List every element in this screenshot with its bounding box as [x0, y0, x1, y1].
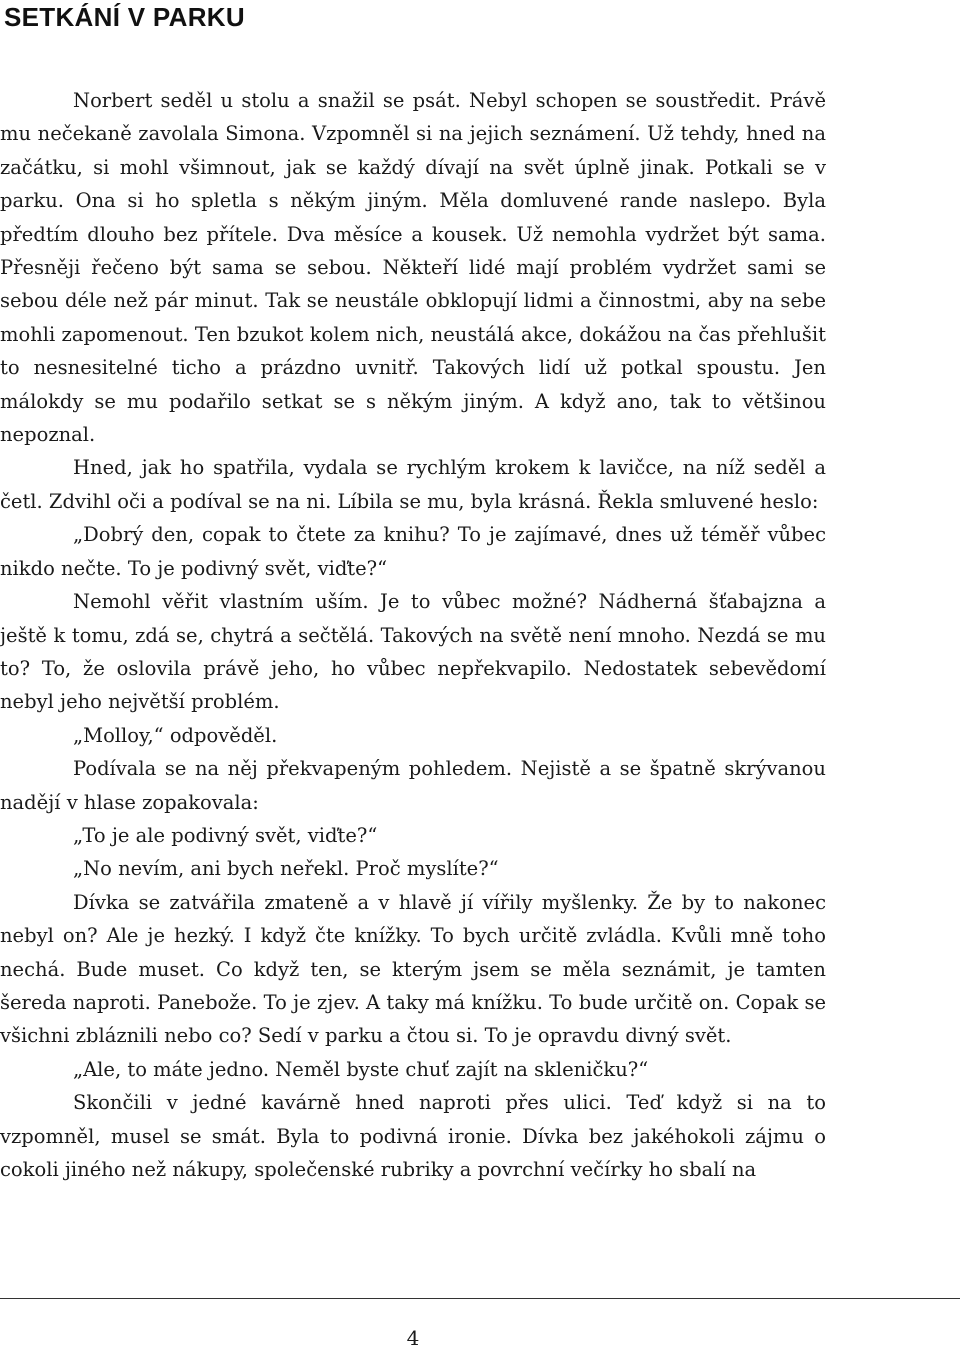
paragraph: Podívala se na něj překvapeným pohledem. Nejistě a se špatně skrývanou nadějí v hlase zopakovala: [0, 757, 826, 814]
paragraph: „Molloy,“ odpověděl. [73, 723, 278, 747]
paragraph: „Dobrý den, copak to čtete za knihu? To je zajímavé, dnes už téměř vůbec nikdo nečte. To je podivný svět, viďte?“ [0, 523, 826, 580]
paragraph: „Ale, to máte jedno. Neměl byste chuť zajít na skleničku?“ [73, 1057, 649, 1081]
chapter-title: SETKÁNÍ V PARKU [4, 2, 245, 32]
paragraph: Dívka se zatvářila zmateně a v hlavě jí vířily myšlenky. Že by to nakonec nebyl on? Ale je hezký. I když čte knížky. To bych určitě zvládla. Kvůli mně toho nechá. Bude muset. Co když ten, se kterým jsem se měla seznámit, je tamten šereda naproti. Panebože. To je zjev. A taky má knížku. To bude určitě on. Copak se všichni zbláznili nebo co? Sedí v parku a čtou si. To je opravdu divný svět. [0, 890, 826, 1048]
paragraph: Skončili v jedné kavárně hned naproti přes ulici. Teď když si na to vzpomněl, musel se smát. Byla to podivná ironie. Dívka bez jakéhokoli zájmu o cokoli jiného než nákupy, společenské rubriky a povrchní večírky ho sbalí na [0, 1091, 826, 1181]
body-text [0, 84, 826, 1186]
paragraph: „To je ale podivný svět, viďte?“ [73, 823, 378, 847]
paragraph: Norbert seděl u stolu a snažil se psát. Nebyl schopen se soustředit. Právě mu nečekaně zavolala Simona. Vzpomněl si na jejich seznámení. Už tehdy, hned na začátku, si mohl všimnout, jak se každý dívají na svět úplně jinak. Potkali se v parku. Ona si ho spletla s někým jiným. Měla domluvené rande naslepo. Byla předtím dlouho bez přítele. Dva měsíce a kousek. Už nemohla vydržet být sama. Přesněji řečeno být sama se sebou. Někteří lidé mají problém vydržet sami se sebou déle než pár minut. Tak se neustále obklopují lidmi a činnostmi, aby na sebe mohli zapomenout. Ten bzukot kolem nich, neustálá akce, dokážou na čas přehlušit to nesnesitelné ticho a prázdno uvnitř. Takových lidí už potkal spoustu. Jen málokdy se mu podařilo setkat se s někým jiným. A když ano, tak to většinou nepoznal. [0, 89, 826, 447]
footer-divider [0, 1298, 960, 1299]
paragraph: Nemohl věřit vlastním uším. Je to vůbec možné? Nádherná šťabajzna a ještě k tomu, zdá se, chytrá a sečtělá. Takových na světě není mnoho. Nezdá se mu to? To, že oslovila právě jeho, ho vůbec nepřekvapilo. Nedostatek sebevědomí nebyl jeho největší problém. [0, 590, 826, 714]
paragraph: Hned, jak ho spatřila, vydala se rychlým krokem k lavičce, na níž seděl a četl. Zdvihl oči a podíval se na ni. Líbila se mu, byla krásná. Řekla smluvené heslo: [0, 456, 826, 513]
page-number: 4 [406, 1326, 420, 1350]
paragraph: „No nevím, ani bych neřekl. Proč myslíte?“ [73, 857, 499, 881]
